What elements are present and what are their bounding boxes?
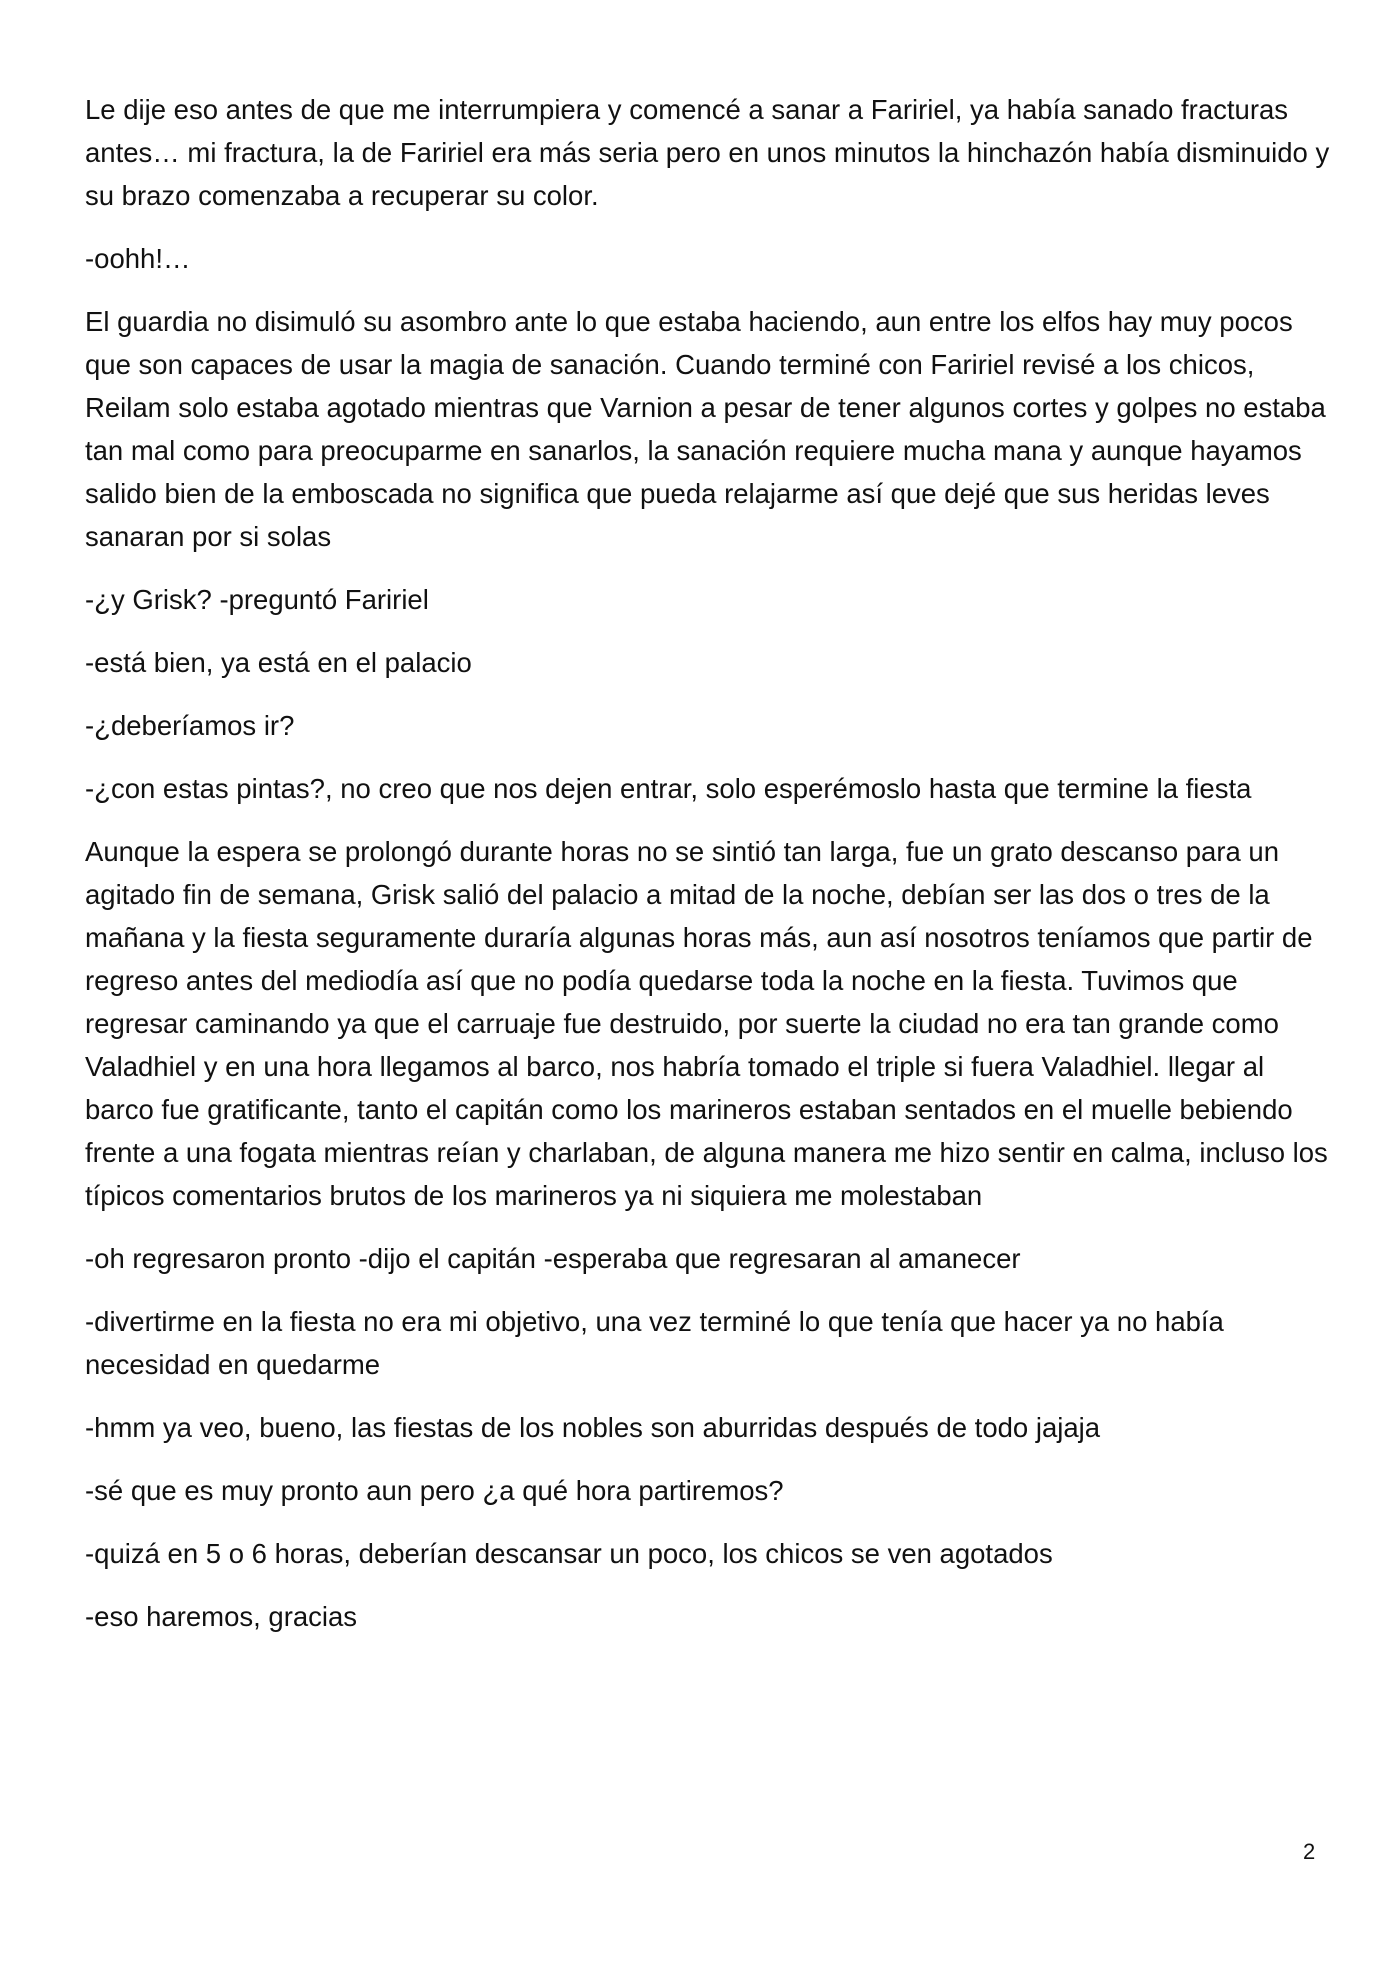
paragraph: -oh regresaron pronto -dijo el capitán -esperaba que regresaran al amanecer	[85, 1243, 1021, 1274]
paragraph: -está bien, ya está en el palacio	[85, 647, 472, 678]
paragraph: El guardia no disimuló su asombro ante lo que estaba haciendo, aun entre los elfos hay muy pocos que son capaces de usar la magia de sanación. Cuando terminé con Faririel revisé a los chicos, Reilam solo estaba agotado mientras que Varnion a pesar de tener algunos cortes y golpes no estaba tan mal como para preocuparme en sanarlos, la sanación requiere mucha mana y aunque hayamos salido bien de la emboscada no significa que pueda relajarme así que dejé que sus heridas leves sanaran por si solas	[85, 306, 1326, 552]
document-body	[85, 88, 1330, 1658]
paragraph: Le dije eso antes de que me interrumpiera y comencé a sanar a Faririel, ya había sanado fracturas antes… mi fractura, la de Faririel era más seria pero en unos minutos la hinchazón había disminuido y su brazo comenzaba a recuperar su color.	[85, 94, 1330, 211]
paragraph: -eso haremos, gracias	[85, 1601, 358, 1632]
page-number: 2	[1303, 1839, 1316, 1864]
paragraph: -quizá en 5 o 6 horas, deberían descansar un poco, los chicos se ven agotados	[85, 1538, 1053, 1569]
paragraph: Aunque la espera se prolongó durante horas no se sintió tan larga, fue un grato descanso para un agitado fin de semana, Grisk salió del palacio a mitad de la noche, debían ser las dos o tres de la mañana y la fiesta seguramente duraría algunas horas más, aun así nosotros teníamos que partir de regreso antes del mediodía así que no podía quedarse toda la noche en la fiesta. Tuvimos que regresar caminando ya que el carruaje fue destruido, por suerte la ciudad no era tan grande como Valadhiel y en una hora llegamos al barco, nos habría tomado el triple si fuera Valadhiel. llegar al barco fue gratificante, tanto el capitán como los marineros estaban sentados en el muelle bebiendo frente a una fogata mientras reían y charlaban, de alguna manera me hizo sentir en calma, incluso los típicos comentarios brutos de los marineros ya ni siquiera me molestaban	[85, 836, 1328, 1211]
paragraph: -¿deberíamos ir?	[85, 710, 295, 741]
paragraph: -¿y Grisk? -preguntó Faririel	[85, 584, 429, 615]
paragraph: -oohh!…	[85, 243, 191, 274]
paragraph: -¿con estas pintas?, no creo que nos dejen entrar, solo esperémoslo hasta que termine la fiesta	[85, 773, 1252, 804]
paragraph: -divertirme en la fiesta no era mi objetivo, una vez terminé lo que tenía que hacer ya no había necesidad en quedarme	[85, 1306, 1224, 1380]
paragraph: -hmm ya veo, bueno, las fiestas de los nobles son aburridas después de todo jajaja	[85, 1412, 1101, 1443]
paragraph: -sé que es muy pronto aun pero ¿a qué hora partiremos?	[85, 1475, 784, 1506]
